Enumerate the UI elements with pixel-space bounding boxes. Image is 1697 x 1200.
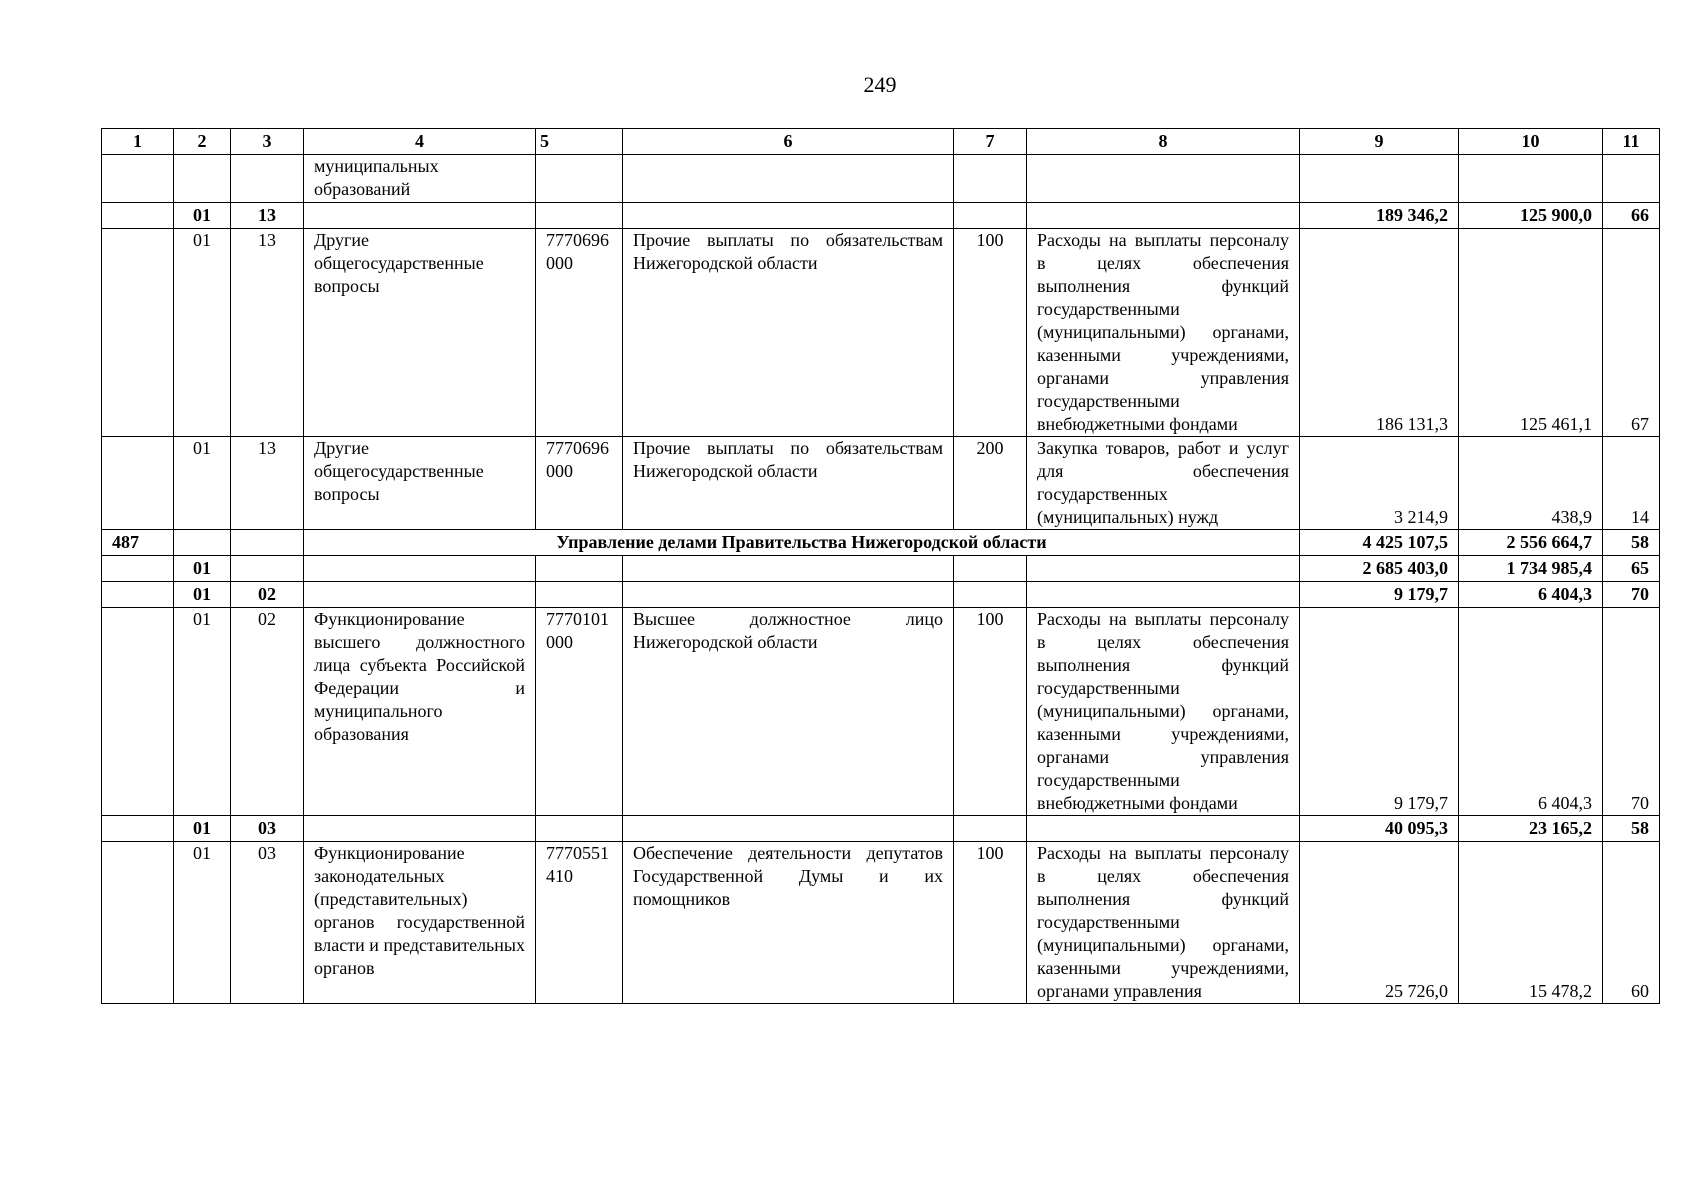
expense-type-description: Расходы на выплаты персоналу в целях обеспечения выполнения функций государственными (муниципальными) органами, казенными учреждениями, органами управления bbox=[1027, 842, 1300, 1004]
page-number: 249 bbox=[863, 72, 897, 97]
actual-amount: 6 404,3 bbox=[1459, 608, 1603, 816]
section-code: 01 bbox=[174, 229, 231, 437]
table-row bbox=[102, 437, 1660, 530]
target-code: 7770696000 bbox=[536, 229, 623, 437]
section-code: 01 bbox=[174, 842, 231, 1004]
table-row bbox=[102, 608, 1660, 816]
plan-amount: 40 095,3 bbox=[1300, 816, 1459, 842]
expense-type-code: 100 bbox=[954, 842, 1027, 1004]
section-code: 01 bbox=[174, 556, 231, 582]
plan-amount: 4 425 107,5 bbox=[1300, 530, 1459, 556]
target-description: Прочие выплаты по обязательствам Нижегородской области bbox=[623, 229, 954, 437]
target-description: Высшее должностное лицо Нижегородской области bbox=[623, 608, 954, 816]
actual-amount: 15 478,2 bbox=[1459, 842, 1603, 1004]
table-row bbox=[102, 155, 1660, 203]
expense-type-description: Расходы на выплаты персоналу в целях обеспечения выполнения функций государственными (муниципальными) органами, казенными учреждениями, органами управления государственными внебюджетными фондами bbox=[1027, 229, 1300, 437]
column-number: 3 bbox=[231, 129, 304, 155]
department-code: 487 bbox=[102, 530, 174, 556]
target-description: Обеспечение деятельности депутатов Государственной Думы и их помощников bbox=[623, 842, 954, 1004]
subtotal-row bbox=[102, 203, 1660, 229]
actual-amount: 2 556 664,7 bbox=[1459, 530, 1603, 556]
budget-table bbox=[101, 128, 1660, 1004]
section-code: 01 bbox=[174, 437, 231, 530]
column-number-row bbox=[102, 129, 1660, 155]
table-row bbox=[102, 229, 1660, 437]
item-name: Другие общегосударственные вопросы bbox=[304, 229, 536, 437]
item-name: муниципальных образований bbox=[304, 155, 536, 203]
column-number: 1 bbox=[102, 129, 174, 155]
expense-type-code: 100 bbox=[954, 608, 1027, 816]
section-code: 01 bbox=[174, 582, 231, 608]
subsection-code: 03 bbox=[231, 816, 304, 842]
column-number: 8 bbox=[1027, 129, 1300, 155]
plan-amount: 186 131,3 bbox=[1300, 229, 1459, 437]
actual-amount: 23 165,2 bbox=[1459, 816, 1603, 842]
subtotal-row bbox=[102, 556, 1660, 582]
column-number: 7 bbox=[954, 129, 1027, 155]
section-code: 01 bbox=[174, 608, 231, 816]
plan-amount: 189 346,2 bbox=[1300, 203, 1459, 229]
percent: 14 bbox=[1603, 437, 1660, 530]
department-title: Управление делами Правительства Нижегородской области bbox=[304, 530, 1300, 556]
subsection-code: 13 bbox=[231, 229, 304, 437]
subsection-code: 02 bbox=[231, 582, 304, 608]
column-number: 5 bbox=[536, 129, 623, 155]
percent: 58 bbox=[1603, 816, 1660, 842]
plan-amount: 2 685 403,0 bbox=[1300, 556, 1459, 582]
expense-type-code: 100 bbox=[954, 229, 1027, 437]
percent: 60 bbox=[1603, 842, 1660, 1004]
percent: 70 bbox=[1603, 608, 1660, 816]
subtotal-row bbox=[102, 816, 1660, 842]
subsection-code: 13 bbox=[231, 437, 304, 530]
item-name: Функционирование высшего должностного лица субъекта Российской Федерации и муниципального образования bbox=[304, 608, 536, 816]
actual-amount: 6 404,3 bbox=[1459, 582, 1603, 608]
percent: 58 bbox=[1603, 530, 1660, 556]
expense-type-description: Закупка товаров, работ и услуг для обеспечения государственных (муниципальных) нужд bbox=[1027, 437, 1300, 530]
plan-amount: 3 214,9 bbox=[1300, 437, 1459, 530]
table-row bbox=[102, 842, 1660, 1004]
actual-amount: 1 734 985,4 bbox=[1459, 556, 1603, 582]
column-number: 11 bbox=[1603, 129, 1660, 155]
actual-amount: 125 461,1 bbox=[1459, 229, 1603, 437]
expense-type-code: 200 bbox=[954, 437, 1027, 530]
section-code: 01 bbox=[174, 203, 231, 229]
department-row bbox=[102, 530, 1660, 556]
actual-amount: 438,9 bbox=[1459, 437, 1603, 530]
subtotal-row bbox=[102, 582, 1660, 608]
plan-amount: 9 179,7 bbox=[1300, 608, 1459, 816]
actual-amount: 125 900,0 bbox=[1459, 203, 1603, 229]
item-name: Другие общегосударственные вопросы bbox=[304, 437, 536, 530]
target-code: 7770551410 bbox=[536, 842, 623, 1004]
target-code: 7770101000 bbox=[536, 608, 623, 816]
subsection-code: 13 bbox=[231, 203, 304, 229]
column-number: 4 bbox=[304, 129, 536, 155]
plan-amount: 9 179,7 bbox=[1300, 582, 1459, 608]
column-number: 9 bbox=[1300, 129, 1459, 155]
expense-type-description: Расходы на выплаты персоналу в целях обеспечения выполнения функций государственными (муниципальными) органами, казенными учреждениями, органами управления государственными внебюджетными фондами bbox=[1027, 608, 1300, 816]
percent: 66 bbox=[1603, 203, 1660, 229]
plan-amount: 25 726,0 bbox=[1300, 842, 1459, 1004]
subsection-code: 03 bbox=[231, 842, 304, 1004]
percent: 67 bbox=[1603, 229, 1660, 437]
percent: 65 bbox=[1603, 556, 1660, 582]
column-number: 2 bbox=[174, 129, 231, 155]
percent: 70 bbox=[1603, 582, 1660, 608]
subsection-code: 02 bbox=[231, 608, 304, 816]
target-description: Прочие выплаты по обязательствам Нижегородской области bbox=[623, 437, 954, 530]
target-code: 7770696000 bbox=[536, 437, 623, 530]
column-number: 10 bbox=[1459, 129, 1603, 155]
section-code: 01 bbox=[174, 816, 231, 842]
item-name: Функционирование законодательных (представительных) органов государственной власти и представительных органов bbox=[304, 842, 536, 1004]
column-number: 6 bbox=[623, 129, 954, 155]
